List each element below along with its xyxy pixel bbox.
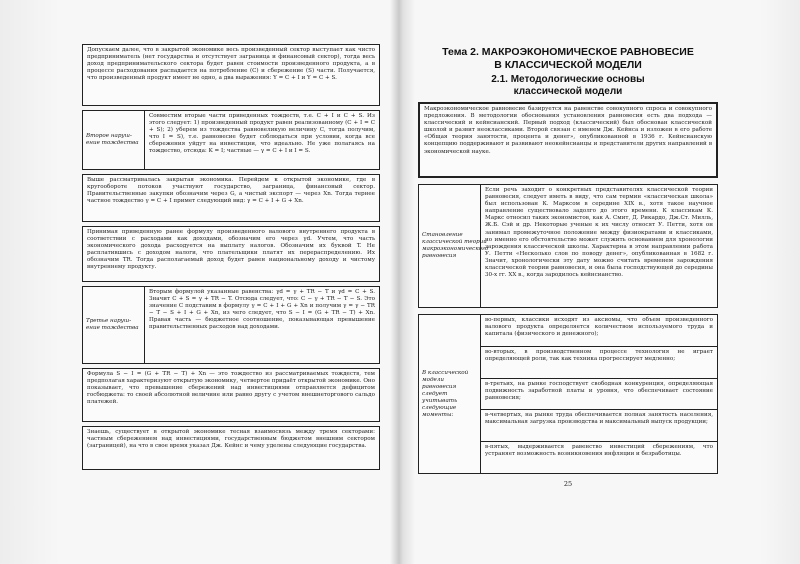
section-title: [418, 74, 718, 98]
classical-school-label: Становление классической теории макроэкономического равновесия: [419, 185, 481, 307]
third-identity-block: [82, 286, 380, 364]
text-block-closed-economy-text: Допускаем далее, что в закрытой экономике весь произведенный сектор выступает как чисто предприниматель (нет государства и отсутствует заграница и финансовый сектор), тогда весь доход предпринимательского сектора будет равен стоимости произведенного продукта, а в процессе расходования распадается на потребление (C) и сбережение (S) части. Получается, что произведенный продукт имеет не одно, а два выражения: Y = C + I и Y = C + S.: [87, 47, 375, 82]
second-identity-label: Второе наруш-ение тождества: [83, 111, 145, 169]
section-title-line1: 2.1. Методологические основы: [491, 74, 645, 85]
intro-text: Макроэкономическое равновесие базируется на равенстве совокупного спроса и совокупного предложения. В методологии обоснования установления равновесия есть два подхода — классический и кейнсианский. Первый подход (классический) был обоснован классической школой и развит неоклассиками. Второй связан с именем Дж. Кейнса и изложен в его работе «Общая теория занятости, процента и денег», опубликованной в 1936 г. Кейнсианскую концепцию поддерживают и развивают неокейнсианцы и представители других направлений в экономической науке.: [424, 106, 712, 155]
text-block-closed-economy: [82, 44, 380, 106]
second-identity-text: Совместим вторые части приведенных тождеств, т.е. C + I и C + S. Из этого следует: 1) произведенный продукт равен реализованному (C + I = C + S); 2) уберем из тождества равновеликую величину C, тогда получим, что I = S), т.е. равновесие будет соблюдаться при условии, когда все сбережения уйдут на инвестиции, что идеально. Не уже полагаясь на тождество, отсюда: K = I; частные — γ = C + I и I = S.: [149, 113, 375, 155]
text-block-disposable-income: [82, 226, 380, 282]
postulate-item: в-пятых, выдерживается равенство инвестиций сбережениям, что устраняет возможность возникновения инфляции и безработицы.: [485, 444, 713, 458]
section-title-line2: классической модели: [513, 86, 623, 97]
page-number: 25: [563, 480, 573, 488]
text-block-disposable-income-text: Принимая приведенную ранее формулу произведенного валового внутреннего продукта в соответствии с расходами как доходами, обозначим его через γd. Учтем, что часть экономического дохода расходуется на выплату налогов. Обозначим их буквой T. Не расплатившись с доходом налоги, что плательщики платят их перераспределению. Их обозначим TR. Тогда располагаемый доход будет равен национальному доходу и чистому внутреннему продукту.: [87, 229, 375, 271]
text-block-fourth-identity-text: Формула S − I = (G + TR − T) + Xn — это тождество из рассматриваемых тождеств, тем предполагая характеризуют открытую экономику, четвертое придаёт открытой экономике. Оно показывает, что превышение сбережений над инвестициями отправляется дефицитом госбюджета: то своей абсолютной величине или равно другу с учетом внешнеторгового сальдо платежей.: [87, 371, 375, 406]
third-identity-label: Третье наруш-ение тождества: [83, 287, 145, 363]
third-identity-text: Вторым формулой указанные равенства: γd = γ + TR − T и γd = C + S. Значит C + S = γ + TR − T. Отсюда следует, что: C − γ + TR − T − S. Это значение C подставим в формулу γ = C + I + G + Xn и получим γ = γ − TR − T − S + I + G + Xn, из чего следует, что S − I = (G + TR − T) + Xn. Правая часть — бюджетное соотношение, показывающая превышение правительственных расходов над доходами.: [149, 289, 375, 331]
text-block-open-economy: [82, 174, 380, 222]
right-page: [418, 44, 718, 504]
topic-title-line2: В КЛАССИЧЕСКОЙ МОДЕЛИ: [494, 58, 642, 71]
classical-school-block: [418, 184, 718, 308]
topic-title: [418, 46, 718, 71]
postulate-item: в-четвертых, на рынке труда обеспечивается полная занятость населения, максимальная загрузка производства и максимальный выпуск продукции;: [481, 410, 717, 442]
second-identity-block: [82, 110, 380, 170]
topic-title-line1: Тема 2. МАКРОЭКОНОМИЧЕСКОЕ РАВНОВЕСИЕ: [442, 46, 694, 58]
postulate-item: во-вторых, в производственном процессе технология не играет определяющей роли, так как техника прогрессирует медленно;: [481, 347, 717, 379]
text-block-open-economy-text: Выше рассматривалась закрытая экономика. Перейдем к открытой экономике, где в кругообороте потоков участвуют государство, заграница, финансовый сектор. Правительственные закупки обозначим через G, а чистый экспорт — через Xn. Тогда тернее частное тождество γ = C + I примет следующий вид: γ = C + I + G + Xn.: [87, 177, 375, 205]
left-page: [82, 44, 380, 504]
postulates-block: [418, 314, 718, 474]
text-block-conclusion: [82, 426, 380, 470]
postulates-list: [481, 315, 717, 473]
intro-block: [418, 102, 718, 178]
postulate-item: в-третьих, на рынке господствует свободная конкуренция, определяющая подвижность заработной платы и уровня, что обеспечивает состояние равновесия;: [481, 379, 717, 411]
classical-school-text: Если речь заходит о конкретных представителях классической теории равновесия, следует иметь в виду, что сам термин «классическая школа» был использован К. Марксом в середине XIX в., хотя такое научное направление существовало задолго до этого времени. К классикам К. Маркс относил таких экономистов, как А. Смит, Д. Рикардо, Дж.Ст. Милль, Ж.Б. Сэй и др. Некоторые ученые к их числу относят У. Петти, хотя он занимал промежуточное положение между физиократами и классиками, но именно его обстоятельство может служить основанием для хронологии зарождения классической школы. Характерна в этом направлении работа У. Петти «Несколько слов по поводу денег», опубликованная в 1682 г. Значит, хронологически эту дату можно считать временем зарождения классической теории равновесия, и она была господствующей до середины 30-х гг. XX в., когда зародилось кейнсианство.: [485, 187, 713, 279]
postulates-label: В классической модели равновесия следует учитывать следующие моменты:: [419, 315, 481, 473]
text-block-fourth-identity: [82, 368, 380, 422]
postulate-item: во-первых, классики исходят из аксиомы, что объем произведенного валового продукта определяется количеством используемого труда и капитала (физического и денежного);: [481, 315, 717, 347]
text-block-conclusion-text: Знаешь, существует в открытой экономике тесная взаимосвязь между тремя секторами: частным сбережением над инвестициями, государственным бюджетом внешним сектором (заграницей), на что в свое время указал Дж. Кейнс и чему уделены следующие государства.: [87, 429, 375, 450]
